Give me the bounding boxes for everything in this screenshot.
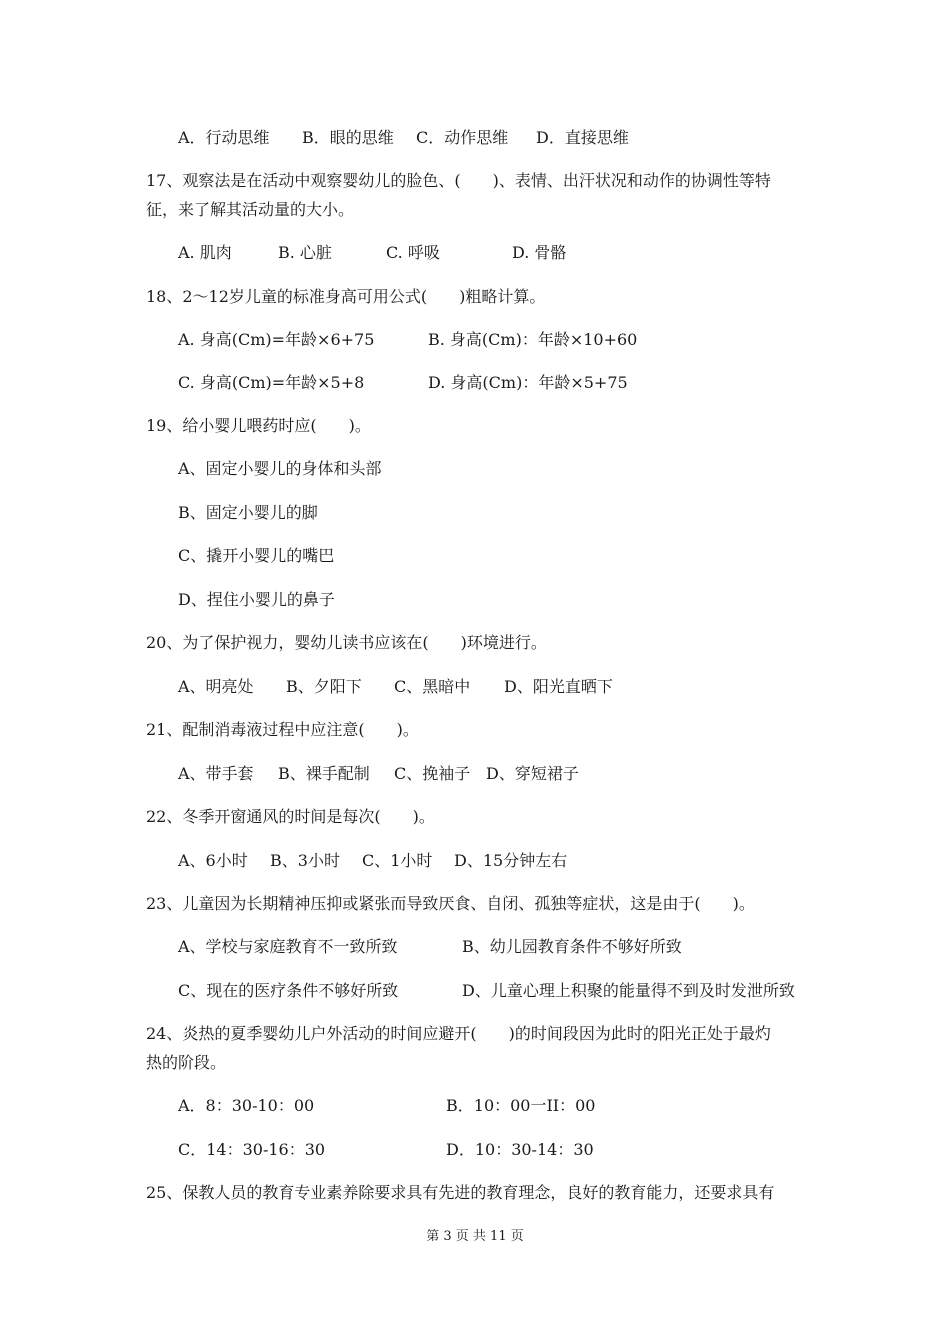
q20-option-c: C、黑暗中 [394, 677, 471, 696]
q16-option-a: A．行动思维 [178, 128, 270, 147]
q17-option-d: D. 骨骼 [512, 243, 567, 262]
q24-option-c: C．14：30-16：30 [178, 1140, 326, 1159]
q18-option-c: C. 身高(Cm)=年龄×5+8 [178, 373, 365, 392]
q18-stem: 18、2～12岁儿童的标准身高可用公式( )粗略计算。 [146, 287, 546, 306]
q24-stem-line2: 热的阶段。 [146, 1053, 227, 1072]
q19-option-d: D、捏住小婴儿的鼻子 [178, 590, 335, 609]
q17-stem-line1: 17、观察法是在活动中观察婴幼儿的脸色、( )、表情、出汗状况和动作的协调性等特 [146, 171, 771, 190]
q16-option-b: B．眼的思维 [302, 128, 394, 147]
q18-option-d: D. 身高(Cm)：年龄×5+75 [428, 373, 628, 392]
q21-option-a: A、带手套 [178, 764, 254, 783]
q23-option-c: C、现在的医疗条件不够好所致 [178, 981, 399, 1000]
q19-option-a: A、固定小婴儿的身体和头部 [178, 459, 382, 478]
q16-option-c: C．动作思维 [416, 128, 509, 147]
q20-option-b: B、夕阳下 [286, 677, 362, 696]
q23-option-a: A、学校与家庭教育不一致所致 [178, 937, 398, 956]
q20-option-d: D、阳光直晒下 [504, 677, 613, 696]
q23-option-d: D、儿童心理上积聚的能量得不到及时发泄所致 [462, 981, 795, 1000]
q24-stem-line1: 24、炎热的夏季婴幼儿户外活动的时间应避开( )的时间段因为此时的阳光正处于最灼 [146, 1024, 771, 1043]
q22-option-b: B、3小时 [270, 851, 340, 870]
q23-option-b: B、幼儿园教育条件不够好所致 [462, 937, 682, 956]
q19-stem: 19、给小婴儿喂药时应( )。 [146, 416, 371, 435]
q22-stem: 22、冬季开窗通风的时间是每次( )。 [146, 807, 435, 826]
q17-option-c: C. 呼吸 [386, 243, 440, 262]
q21-stem: 21、配制消毒液过程中应注意( )。 [146, 720, 419, 739]
q25-stem-line1: 25、保教人员的教育专业素养除要求具有先进的教育理念，良好的教育能力，还要求具有 [146, 1183, 775, 1202]
q18-option-a: A. 身高(Cm)=年龄×6+75 [178, 330, 375, 349]
q22-option-c: C、1小时 [362, 851, 433, 870]
page-footer: 第 3 页 共 11 页 [426, 1229, 524, 1244]
q19-option-c: C、撬开小婴儿的嘴巴 [178, 546, 335, 565]
q21-option-b: B、裸手配制 [278, 764, 370, 783]
q24-option-a: A．8：30-10：00 [178, 1096, 315, 1115]
q24-option-d: D．10：30-14：30 [446, 1140, 594, 1159]
q16-option-d: D．直接思维 [536, 128, 629, 147]
q22-option-d: D、15分钟左右 [454, 851, 568, 870]
q23-stem: 23、儿童因为长期精神压抑或紧张而导致厌食、自闭、孤独等症状，这是由于( )。 [146, 894, 755, 913]
q20-stem: 20、为了保护视力，婴幼儿读书应该在( )环境进行。 [146, 633, 547, 652]
q17-stem-line2: 征，来了解其活动量的大小。 [146, 200, 355, 219]
q21-option-c: C、挽袖子 [394, 764, 471, 783]
q17-option-b: B. 心脏 [278, 243, 332, 262]
q17-option-a: A. 肌肉 [178, 243, 232, 262]
q21-option-d: D、穿短裙子 [486, 764, 579, 783]
q22-option-a: A、6小时 [178, 851, 248, 870]
q24-option-b: B．10：00一II：00 [446, 1096, 596, 1115]
q19-option-b: B、固定小婴儿的脚 [178, 503, 318, 522]
q18-option-b: B. 身高(Cm)：年龄×10+60 [428, 330, 638, 349]
q20-option-a: A、明亮处 [178, 677, 254, 696]
